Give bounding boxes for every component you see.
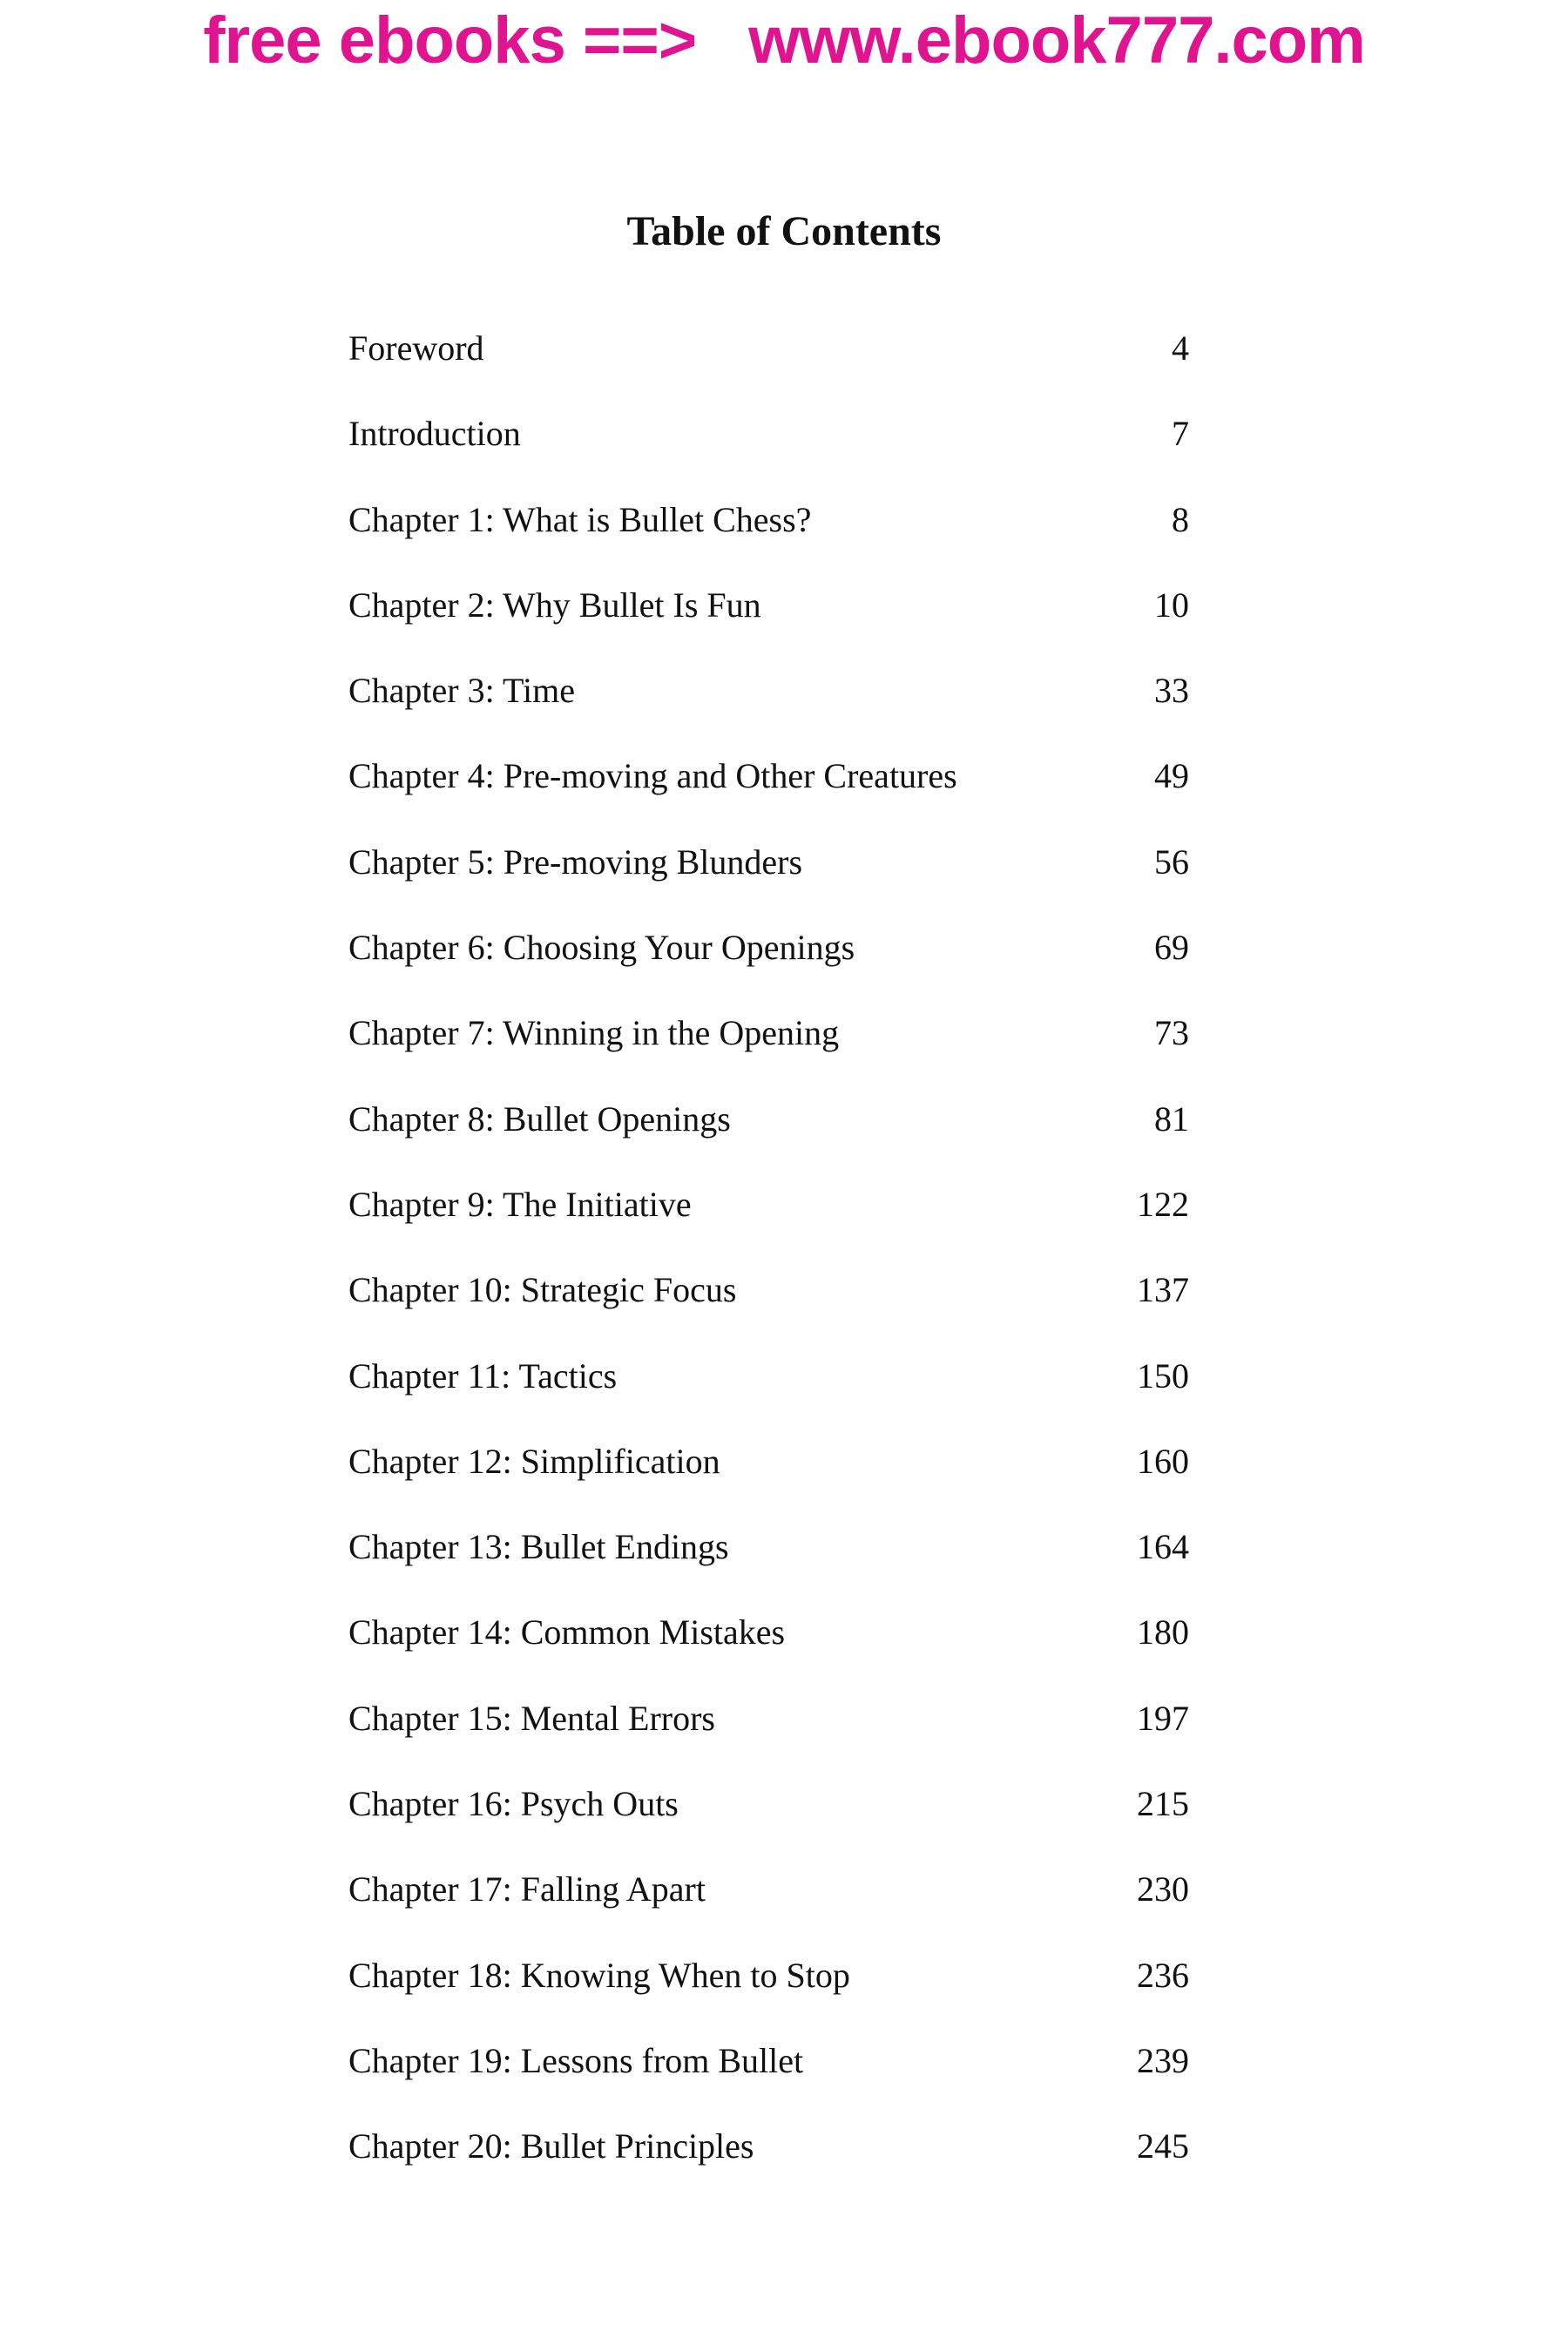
toc-entry[interactable] bbox=[348, 1436, 1189, 1521]
toc-entry-page-number: 215 bbox=[1137, 1784, 1189, 1824]
toc-entry-page-number: 239 bbox=[1137, 2040, 1189, 2080]
toc-entry-label: Chapter 16: Psych Outs bbox=[348, 1784, 679, 1824]
toc-entry[interactable] bbox=[348, 922, 1189, 1007]
toc-entry-page-number: 56 bbox=[1154, 841, 1189, 882]
toc-entry-page-number: 81 bbox=[1154, 1098, 1189, 1139]
toc-entry-label: Chapter 20: Bullet Principles bbox=[348, 2126, 754, 2166]
toc-entry-label: Chapter 13: Bullet Endings bbox=[348, 1527, 729, 1567]
toc-entry[interactable] bbox=[348, 322, 1189, 408]
toc-entry-page-number: 33 bbox=[1154, 671, 1189, 711]
toc-entry-page-number: 73 bbox=[1154, 1013, 1189, 1053]
toc-entry-label: Foreword bbox=[348, 328, 484, 368]
toc-entry-label: Chapter 11: Tactics bbox=[348, 1355, 618, 1396]
toc-entry[interactable] bbox=[348, 1093, 1189, 1179]
toc-entry-label: Chapter 18: Knowing When to Stop bbox=[348, 1955, 850, 1995]
toc-entry-page-number: 245 bbox=[1137, 2126, 1189, 2166]
toc-entry-label: Chapter 1: What is Bullet Chess? bbox=[348, 499, 812, 539]
watermark-banner[interactable] bbox=[0, 0, 1568, 82]
toc-entry-page-number: 4 bbox=[1172, 328, 1189, 368]
toc-entry-label: Chapter 10: Strategic Focus bbox=[348, 1270, 737, 1310]
toc-list bbox=[348, 322, 1189, 2207]
toc-entry-page-number: 236 bbox=[1137, 1955, 1189, 1995]
toc-entry[interactable] bbox=[348, 1350, 1189, 1436]
toc-entry-label: Chapter 15: Mental Errors bbox=[348, 1698, 715, 1738]
toc-entry-page-number: 164 bbox=[1137, 1527, 1189, 1567]
toc-entry[interactable] bbox=[348, 1521, 1189, 1606]
toc-entry[interactable] bbox=[348, 1863, 1189, 1949]
toc-entry-page-number: 49 bbox=[1154, 756, 1189, 796]
toc-entry-label: Chapter 17: Falling Apart bbox=[348, 1869, 706, 1909]
toc-entry-label: Chapter 19: Lessons from Bullet bbox=[348, 2040, 804, 2080]
toc-entry-label: Chapter 14: Common Mistakes bbox=[348, 1612, 786, 1652]
toc-entry-page-number: 180 bbox=[1137, 1612, 1189, 1652]
toc-entry-label: Chapter 2: Why Bullet Is Fun bbox=[348, 585, 761, 625]
toc-entry-label: Chapter 12: Simplification bbox=[348, 1441, 720, 1481]
toc-entry[interactable] bbox=[348, 2035, 1189, 2120]
toc-entry-page-number: 230 bbox=[1137, 1869, 1189, 1909]
toc-entry[interactable] bbox=[348, 836, 1189, 922]
toc-entry-page-number: 10 bbox=[1154, 585, 1189, 625]
toc-entry-label: Introduction bbox=[348, 414, 521, 454]
toc-entry[interactable] bbox=[348, 1264, 1189, 1349]
toc-entry-label: Chapter 8: Bullet Openings bbox=[348, 1098, 731, 1139]
toc-entry[interactable] bbox=[348, 1007, 1189, 1092]
toc-entry[interactable] bbox=[348, 750, 1189, 835]
toc-entry-label: Chapter 3: Time bbox=[348, 671, 576, 711]
toc-entry-page-number: 8 bbox=[1172, 499, 1189, 539]
toc-entry[interactable] bbox=[348, 1693, 1189, 1778]
toc-entry[interactable] bbox=[348, 1606, 1189, 1692]
toc-entry-page-number: 137 bbox=[1137, 1270, 1189, 1310]
toc-entry-page-number: 150 bbox=[1137, 1355, 1189, 1396]
toc-entry-label: Chapter 6: Choosing Your Openings bbox=[348, 928, 855, 968]
watermark-url-text: www.ebook777.com bbox=[748, 3, 1365, 78]
toc-entry-label: Chapter 7: Winning in the Opening bbox=[348, 1013, 840, 1053]
toc-entry[interactable] bbox=[348, 1179, 1189, 1264]
toc-entry-page-number: 7 bbox=[1172, 414, 1189, 454]
toc-entry[interactable] bbox=[348, 2120, 1189, 2206]
toc-entry[interactable] bbox=[348, 579, 1189, 665]
toc-entry-page-number: 69 bbox=[1154, 928, 1189, 968]
toc-entry-page-number: 197 bbox=[1137, 1698, 1189, 1738]
toc-entry[interactable] bbox=[348, 1950, 1189, 2035]
toc-entry-label: Chapter 9: The Initiative bbox=[348, 1184, 692, 1224]
toc-entry[interactable] bbox=[348, 494, 1189, 579]
toc-entry[interactable] bbox=[348, 1778, 1189, 1863]
toc-entry-page-number: 160 bbox=[1137, 1441, 1189, 1481]
watermark-left-text: free ebooks ==> bbox=[203, 3, 697, 78]
toc-entry-page-number: 122 bbox=[1137, 1184, 1189, 1224]
toc-entry[interactable] bbox=[348, 408, 1189, 493]
toc-entry-label: Chapter 4: Pre-moving and Other Creatures bbox=[348, 756, 957, 796]
page-title: Table of Contents bbox=[626, 208, 942, 254]
toc-entry[interactable] bbox=[348, 665, 1189, 750]
toc-entry-label: Chapter 5: Pre-moving Blunders bbox=[348, 841, 803, 882]
